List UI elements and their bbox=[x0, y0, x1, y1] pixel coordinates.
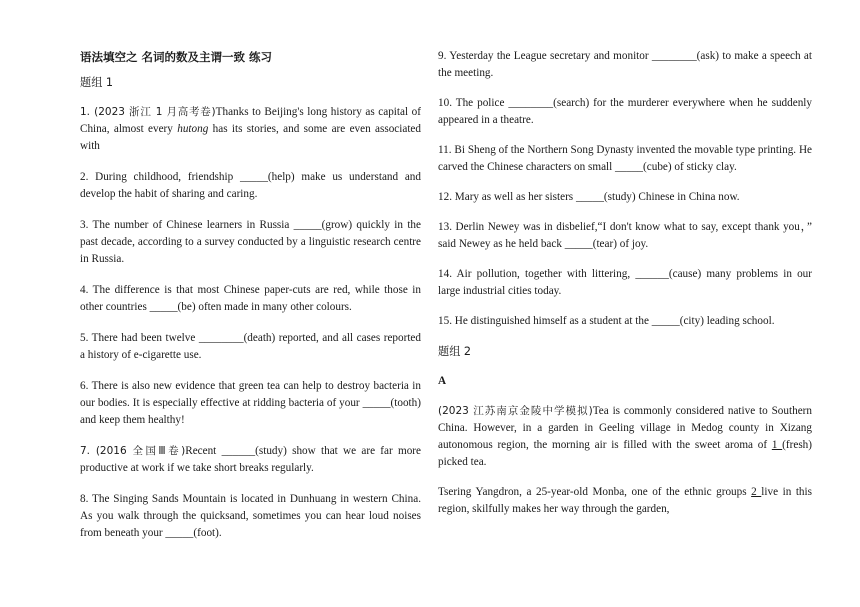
question-13: 13. Derlin Newey was in disbelief,“I don't know what to say, except thank you，” said Newey as he held back _____(tear) of joy. bbox=[438, 221, 812, 250]
question-10: 10. The police ________(search) for the murderer everywhere when he suddenly appeared in a theatre. bbox=[438, 97, 812, 126]
right-column bbox=[438, 48, 812, 531]
question-1: 1. (2023 浙江 1 月高考卷)Thanks to Beijing's long history as capital of China, almost every hutong has its stories, and some are even associated with bbox=[80, 106, 421, 152]
passage-paragraph-1: (2023 江苏南京金陵中学模拟)Tea is commonly considered native to Southern China. However, in a garden in Geeling village in Medog county in Xizang autonomous region, the morning air is filled with the sweet aroma of 1 (fresh) picked tea. bbox=[438, 405, 812, 468]
question-12: 12. Mary as well as her sisters _____(study) Chinese in China now. bbox=[438, 191, 740, 203]
left-column bbox=[80, 48, 421, 556]
question-14: 14. Air pollution, together with littering, ______(cause) many problems in our large industrial cities today. bbox=[438, 268, 812, 297]
hutong-term: hutong bbox=[177, 123, 209, 135]
document-title: 语法填空之 名词的数及主谓一致 练习 bbox=[80, 50, 273, 64]
blank-1: 1 bbox=[771, 439, 783, 451]
question-3: 3. The number of Chinese learners in Russia _____(grow) quickly in the past decade, according to a survey conducted by a linguistic research centre in Russia. bbox=[80, 219, 421, 265]
passage-paragraph-2: Tsering Yangdron, a 25-year-old Monba, one of the ethnic groups 2 live in this region, skilfully makes her way through the garden, bbox=[438, 486, 812, 515]
group-2-label: 题组 2 bbox=[438, 345, 472, 358]
question-11: 11. Bi Sheng of the Northern Song Dynasty invented the movable type printing. He carved the Chinese characters on small _____(cube) of sticky clay. bbox=[438, 144, 812, 173]
question-15: 15. He distinguished himself as a student at the _____(city) leading school. bbox=[438, 315, 775, 327]
question-6: 6. There is also new evidence that green tea can help to destroy bacteria in our bodies. It is especially effective at ridding bacteria of your _____(tooth) and keep them healthy! bbox=[80, 380, 421, 426]
section-a-label: A bbox=[438, 375, 447, 387]
blank-2: 2 bbox=[751, 486, 762, 498]
question-5: 5. There had been twelve ________(death) reported, and all cases reported a history of e-cigarette use. bbox=[80, 332, 421, 361]
question-2: 2. During childhood, friendship _____(help) make us understand and develop the habit of sharing and caring. bbox=[80, 171, 421, 200]
group-1-label: 题组 1 bbox=[80, 76, 114, 89]
question-1-source: 1. (2023 浙江 1 月高考卷) bbox=[80, 106, 216, 118]
question-7: 7. (2016 全国Ⅲ卷)Recent ______(study) show that we are far more productive at work if we take short breaks regularly. bbox=[80, 445, 421, 474]
question-7-source: 7. (2016 全国Ⅲ卷) bbox=[80, 445, 186, 457]
question-4: 4. The difference is that most Chinese paper-cuts are red, while those in other countries _____(be) often made in many other colours. bbox=[80, 284, 421, 313]
question-8: 8. The Singing Sands Mountain is located in Dunhuang in western China. As you walk through the quicksand, sometimes you can hear loud noises from beneath your _____(foot). bbox=[80, 493, 421, 539]
question-9: 9. Yesterday the League secretary and monitor ________(ask) to make a speech at the meeting. bbox=[438, 50, 812, 79]
passage-source: (2023 江苏南京金陵中学模拟) bbox=[438, 405, 593, 417]
